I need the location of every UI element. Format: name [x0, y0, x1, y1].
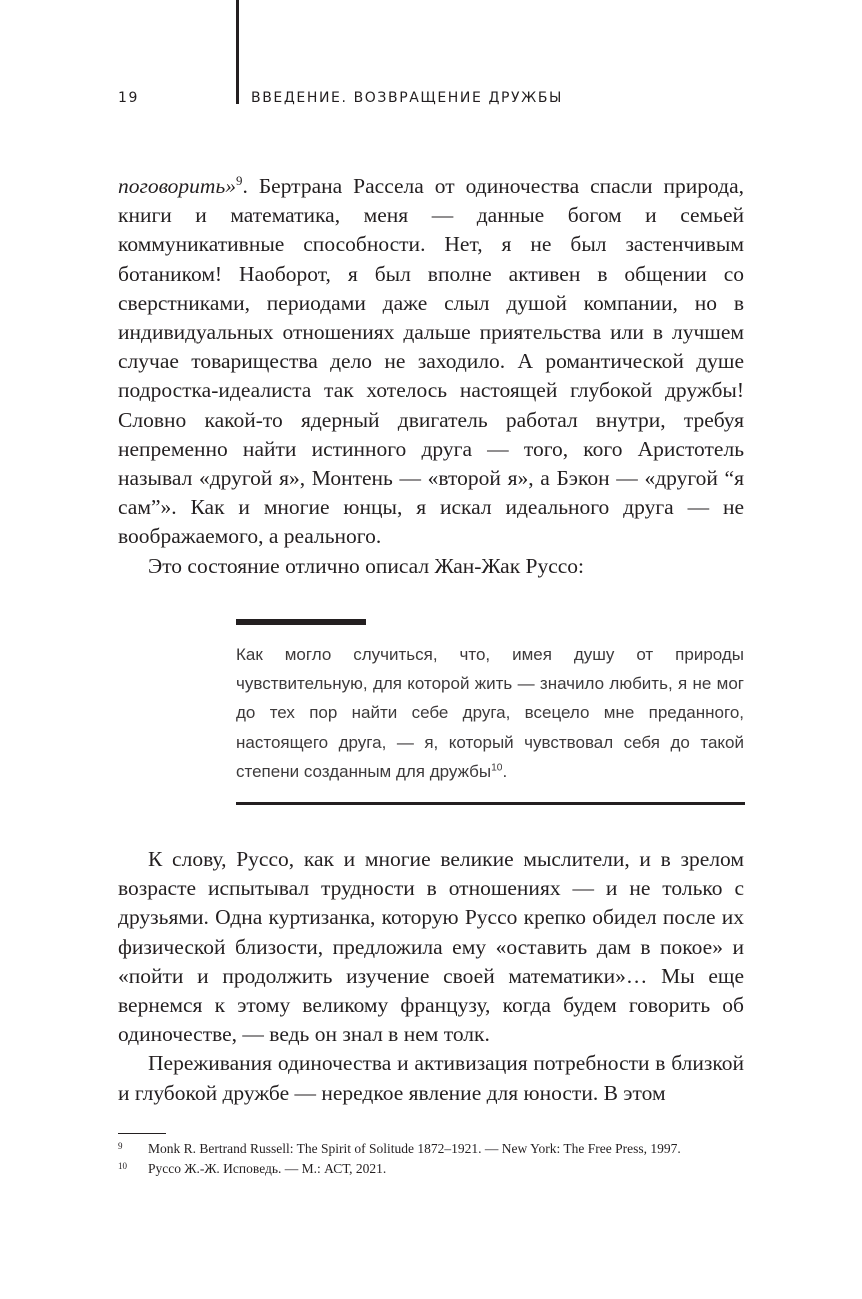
- quote-end: .: [502, 761, 508, 781]
- block-quote: [236, 640, 744, 786]
- footnote-10: [118, 1160, 386, 1178]
- footnote-number: 9: [118, 1141, 123, 1151]
- quote-text: Как могло случиться, что, имея душу от природы чувствительную, для которой жить — значило любить, я не мог до тех пор найти себе друга, всецело мне преданного, настоящего друга, — я, который чувствовал себя до такой степени созданным для дружбы: [236, 645, 744, 781]
- paragraph-loneliness: Переживания одиночества и активизация потребности в близкой и глубокой дружбе — нередкое явление для юности. В этом: [118, 1051, 744, 1105]
- footnote-number: 10: [118, 1161, 127, 1171]
- footnote-ref-10[interactable]: 10: [491, 762, 503, 774]
- running-section-title: ВВЕДЕНИЕ. ВОЗВРАЩЕНИЕ ДРУЖБЫ: [251, 90, 564, 106]
- body-text-bottom: [118, 845, 744, 1108]
- footnote-text: Monk R. Bertrand Russell: The Spirit of Solitude 1872–1921. — New York: The Free Press, 1997.: [148, 1141, 681, 1156]
- footnote-ref-9[interactable]: 9: [236, 173, 243, 188]
- paragraph-continuation: [118, 172, 744, 552]
- quote-bottom-rule: [236, 802, 745, 805]
- paragraph-text: . Бертрана Рассела от одиночества спасли природа, книги и математика, меня — данные богом и семьей коммуникативные способности. Нет, я не был застенчивым ботаником! Наоборот, я был вполне активен в общении со сверстниками, периодами даже слыл душой компании, но в индивидуальных отношениях дальше приятельства или в лучшем случае товарищества дело не заходило. А романтической душе подростка-идеалиста так хотелось настоящей глубокой дружбы! Словно какой-то ядерный двигатель работал внутри, требуя непременно найти истинного друга — того, кого Аристотель называл «другой я», Монтень — «второй я», а Бэкон — «другой “я сам”». Как и многие юнцы, я искал идеального друга — не воображаемого, а реального.: [118, 174, 744, 549]
- body-text-top: [118, 172, 744, 581]
- paragraph-rousseau: К слову, Руссо, как и многие великие мыслители, и в зрелом возрасте испытывал трудности в отношениях — и не только с друзьями. Одна куртизанка, которую Руссо крепко обидел после их физической близости, предложила ему «оставить дам в покое» и «пойти и продолжить изучение своей математики»… Мы еще вернемся к этому великому французу, когда будем говорить об одиночестве, — ведь он знал в нем толк.: [118, 847, 744, 1047]
- footnote-separator: [118, 1133, 166, 1134]
- paragraph-intro-quote: Это состояние отлично описал Жан-Жак Руссо:: [148, 553, 585, 578]
- footnote-9: [118, 1140, 681, 1158]
- italic-quote-end: поговорить»: [118, 174, 236, 198]
- quote-top-bar: [236, 619, 366, 625]
- page-number: 19: [118, 90, 140, 106]
- header-vertical-rule: [236, 0, 239, 104]
- footnote-text: Руссо Ж.-Ж. Исповедь. — М.: АСТ, 2021.: [148, 1161, 387, 1176]
